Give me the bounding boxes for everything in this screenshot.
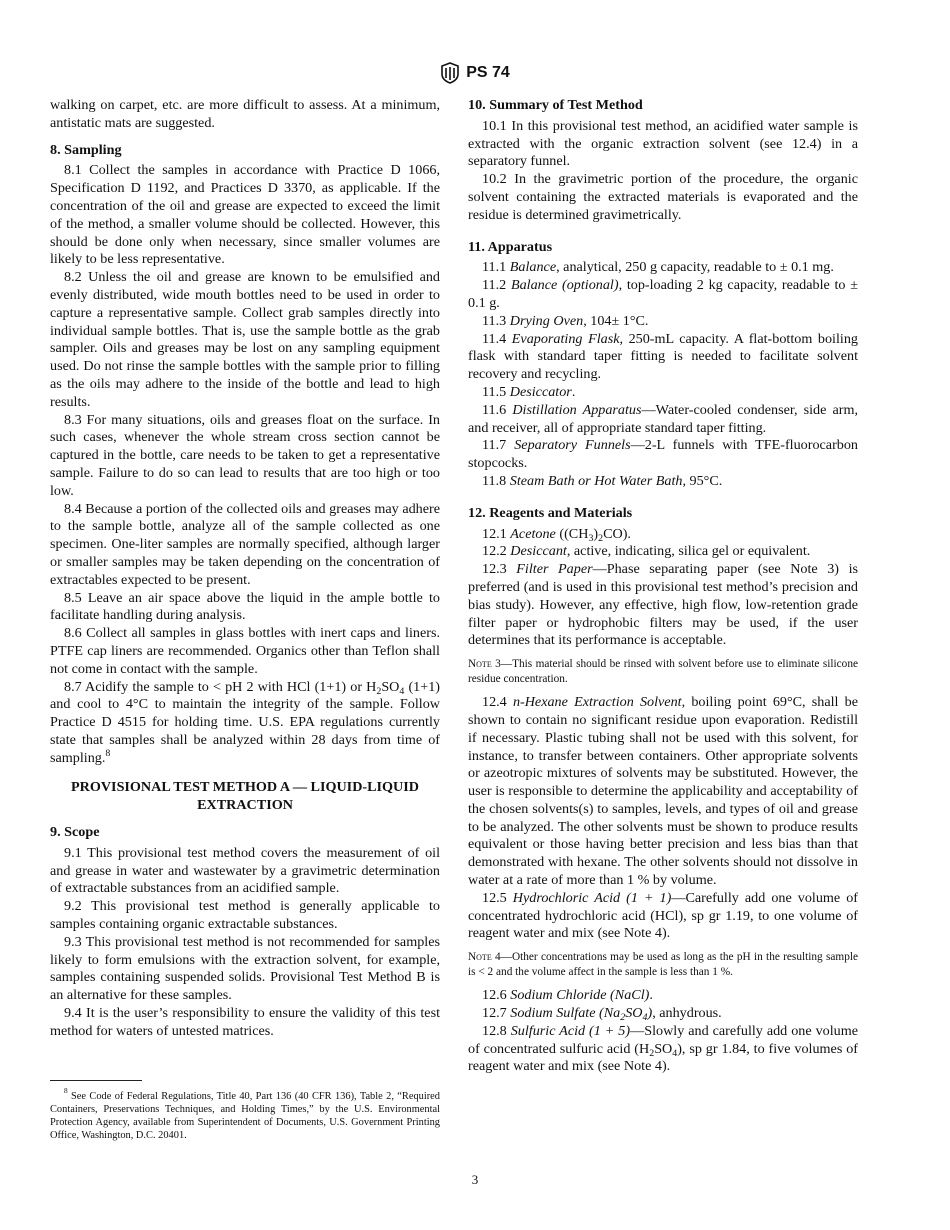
section-11-heading: 11. Apparatus xyxy=(468,238,553,255)
para-11-3: 11.3 Drying Oven, 104± 1°C. xyxy=(482,312,649,329)
para-12-8: 12.8 Sulfuric Acid (1 + 5)—Slowly and carefully add one volume of concentrated sulfuric acid $(H_2SO_4)$, sp gr 1.84, to five volumes of reagent water and mix (see Note 4). xyxy=(468,1022,858,1075)
para-12-3: 12.3 Filter Paper—Phase separating paper (see Note 3) is preferred (and is used in this provisional test method’s precision and bias study). However, any effective, high flow, low-retention grade filter paper or hydrophobic filters may be used, if the user determines that its performance is acceptable. xyxy=(468,561,858,649)
para-9-4: 9.4 It is the user’s responsibility to ensure the validity of this test method for waters of untested matrices. xyxy=(50,1005,440,1039)
section-8-heading: 8. Sampling xyxy=(50,141,122,158)
para-9-1: 9.1 This provisional test method covers the measurement of oil and grease in water and wastewater by a gravimetric determination of extractable substances from an acidified sample. xyxy=(50,844,440,897)
para-8-7: 8.7 Acidify the sample to < pH 2 with HCl (1+1) or $H_2SO_4$ (1+1) and cool to 4°C to maintain the integrity of the sample. Follow Practice D 4515 for holding time. U.S. EPA regulations currently state that samples shall be analyzed within 28 days from time of sampling.$^8$ xyxy=(50,678,440,766)
page-number: 3 xyxy=(471,1172,479,1187)
para-11-1: 11.1 Balance, analytical, 250 g capacity, readable to ± 0.1 mg. xyxy=(482,259,834,276)
para-8-3: 8.3 For many situations, oils and greases float on the surface. In such cases, whenever the whole stream cross section cannot be captured in the bottle, care needs to be taken to get a representative sample. Failure to do so can lead to results that are too high or too low. xyxy=(50,411,440,499)
para-11-7: 11.7 Separatory Funnels—2-L funnels with TFE-fluorocarbon stopcocks. xyxy=(468,437,858,472)
section-10-heading: 10. Summary of Test Method xyxy=(468,97,643,113)
para-12-6: 12.6 Sodium Chloride (NaCl). xyxy=(482,987,653,1004)
left-column xyxy=(50,97,440,1041)
intro-paragraph: walking on carpet, etc. are more difficult to assess. At a minimum, antistatic mats are suggested. xyxy=(50,97,440,131)
para-11-2: 11.2 Balance (optional), top-loading 2 kg capacity, readable to ± 0.1 g. xyxy=(468,277,858,311)
para-12-1: 12.1 Acetone $((CH_3)_2CO)$. xyxy=(482,525,631,544)
para-11-8: 11.8 Steam Bath or Hot Water Bath, 95°C. xyxy=(482,472,723,489)
para-12-2: 12.2 Desiccant, active, indicating, silica gel or equivalent. xyxy=(482,543,811,560)
para-12-5: 12.5 Hydrochloric Acid (1 + 1)—Carefully add one volume of concentrated hydrochloric acid (HCl), sp gr 1.19, to one volume of reagent water and mix (see Note 4). xyxy=(468,889,858,942)
footnote-mark: 8 xyxy=(64,1087,68,1095)
para-9-3: 9.3 This provisional test method is not recommended for samples likely to form emulsions with the extraction solvent, for example, samples containing suspended solids. Provisional Test Method B is an alternative for these samples. xyxy=(50,933,440,1004)
document-designation: PS 74 xyxy=(466,64,510,81)
para-10-2: 10.2 In the gravimetric portion of the procedure, the organic solvent containing the extracted materials is evaporated and the residue is determined gravimetrically. xyxy=(468,171,858,223)
footnote-text: See Code of Federal Regulations, Title 40, Part 136 (40 CFR 136), Table 2, “Required Containers, Preservations Techniques, and Holding Times,” by the U.S. Environmental Protection Agency, available from Superintendent of Documents, U.S. Government Printing Office, Washington, D.C. 20401. xyxy=(50,1091,440,1142)
para-8-5: 8.5 Leave an air space above the liquid in the ample bottle to facilitate handling during analysis. xyxy=(50,589,440,624)
section-12-heading: 12. Reagents and Materials xyxy=(468,504,633,521)
note-4: Note 4—Other concentrations may be used as long as the pH in the resulting sample is < 2 and the volume affect in the sample is less than 1 %. xyxy=(468,951,858,979)
para-8-2: 8.2 Unless the oil and grease are known to be emulsified and evenly distributed, wide mouth bottles need to be used in order to capture a representative sample. Collect grab samples directly into individual sample bottles. That is, use the sample bottle as the grab sampler. Oils and greases may be lost on any sampling equipment used. Do not rinse the sample bottles with the sample prior to filling as the oils may adhere to the inside of the bottle and lead to high results. xyxy=(50,269,440,410)
para-8-1: 8.1 Collect the samples in accordance with Practice D 1066, Specification D 1192, and Practices D 3370, as applicable. If the concentration of the oil and grease are expected to exceed the limit of the method, a smaller volume should be collected. However, this should be done only when necessary, since smaller volumes are likely to be less representative. xyxy=(50,162,440,268)
para-12-7: 12.7 Sodium Sulfate $(Na_2SO_4)$, anhydrous. xyxy=(482,1005,722,1024)
page-header xyxy=(0,62,950,84)
note-3: Note 3—This material should be rinsed with solvent before use to eliminate silicone residue concentration. xyxy=(468,658,858,686)
astm-logo-icon xyxy=(440,62,460,84)
para-9-2: 9.2 This provisional test method is generally applicable to samples containing organic extractable substances. xyxy=(50,898,440,933)
para-8-6: 8.6 Collect all samples in glass bottles with inert caps and liners. PTFE cap liners are recommended. Organics other than Teflon shall not come in contact with the sample. xyxy=(50,625,440,677)
footnote-divider xyxy=(50,1080,142,1081)
right-column xyxy=(468,97,858,1076)
footnote-ref: 8 xyxy=(105,747,111,759)
para-11-5: 11.5 Desiccator. xyxy=(482,383,576,400)
para-12-4: 12.4 n-Hexane Extraction Solvent, boiling point 69°C, shall be shown to contain no significant residue upon evaporation. Redistill if necessary. Plastic tubing shall not be used with this solvent, for instance, to transfer between containers. Other appropriate solvents or azeotropic mixtures of solvents may be substituted. However, the user is responsible to determine the applicability and acceptability of the chosen solvents(s) to samples, levels, and types of oil and grease to be analyzed. The other solvents must be shown to produce results equivalent or those having better precision and less bias than that demonstrated with hexane. The other solvents should not dissolve in water at a rate of more than 1 % by volume. xyxy=(468,694,859,889)
footnote xyxy=(50,1087,440,1142)
section-9-heading: 9. Scope xyxy=(50,824,100,841)
para-11-6: 11.6 Distillation Apparatus—Water-cooled condenser, side arm, and receiver, all of appropriate standard taper fitting. xyxy=(468,401,858,436)
para-11-4: 11.4 Evaporating Flask, 250-mL capacity. A flat-bottom boiling flask with standard taper fitting is needed to facilitate solvent recovery and recycling. xyxy=(468,330,858,383)
para-10-1: 10.1 In this provisional test method, an acidified water sample is extracted with the organic extraction solvent (see 12.4) in a separatory funnel. xyxy=(468,117,858,170)
method-a-heading: PROVISIONAL TEST METHOD A — LIQUID-LIQUID EXTRACTION xyxy=(71,779,419,814)
para-8-4: 8.4 Because a portion of the collected oils and greases may adhere to the sample bottle, analyze all of the sample collected as one specimen. One-liter samples are normally specified, although larger or smaller samples may be taken depending on the concentration of extractables expected to be present. xyxy=(50,500,440,588)
